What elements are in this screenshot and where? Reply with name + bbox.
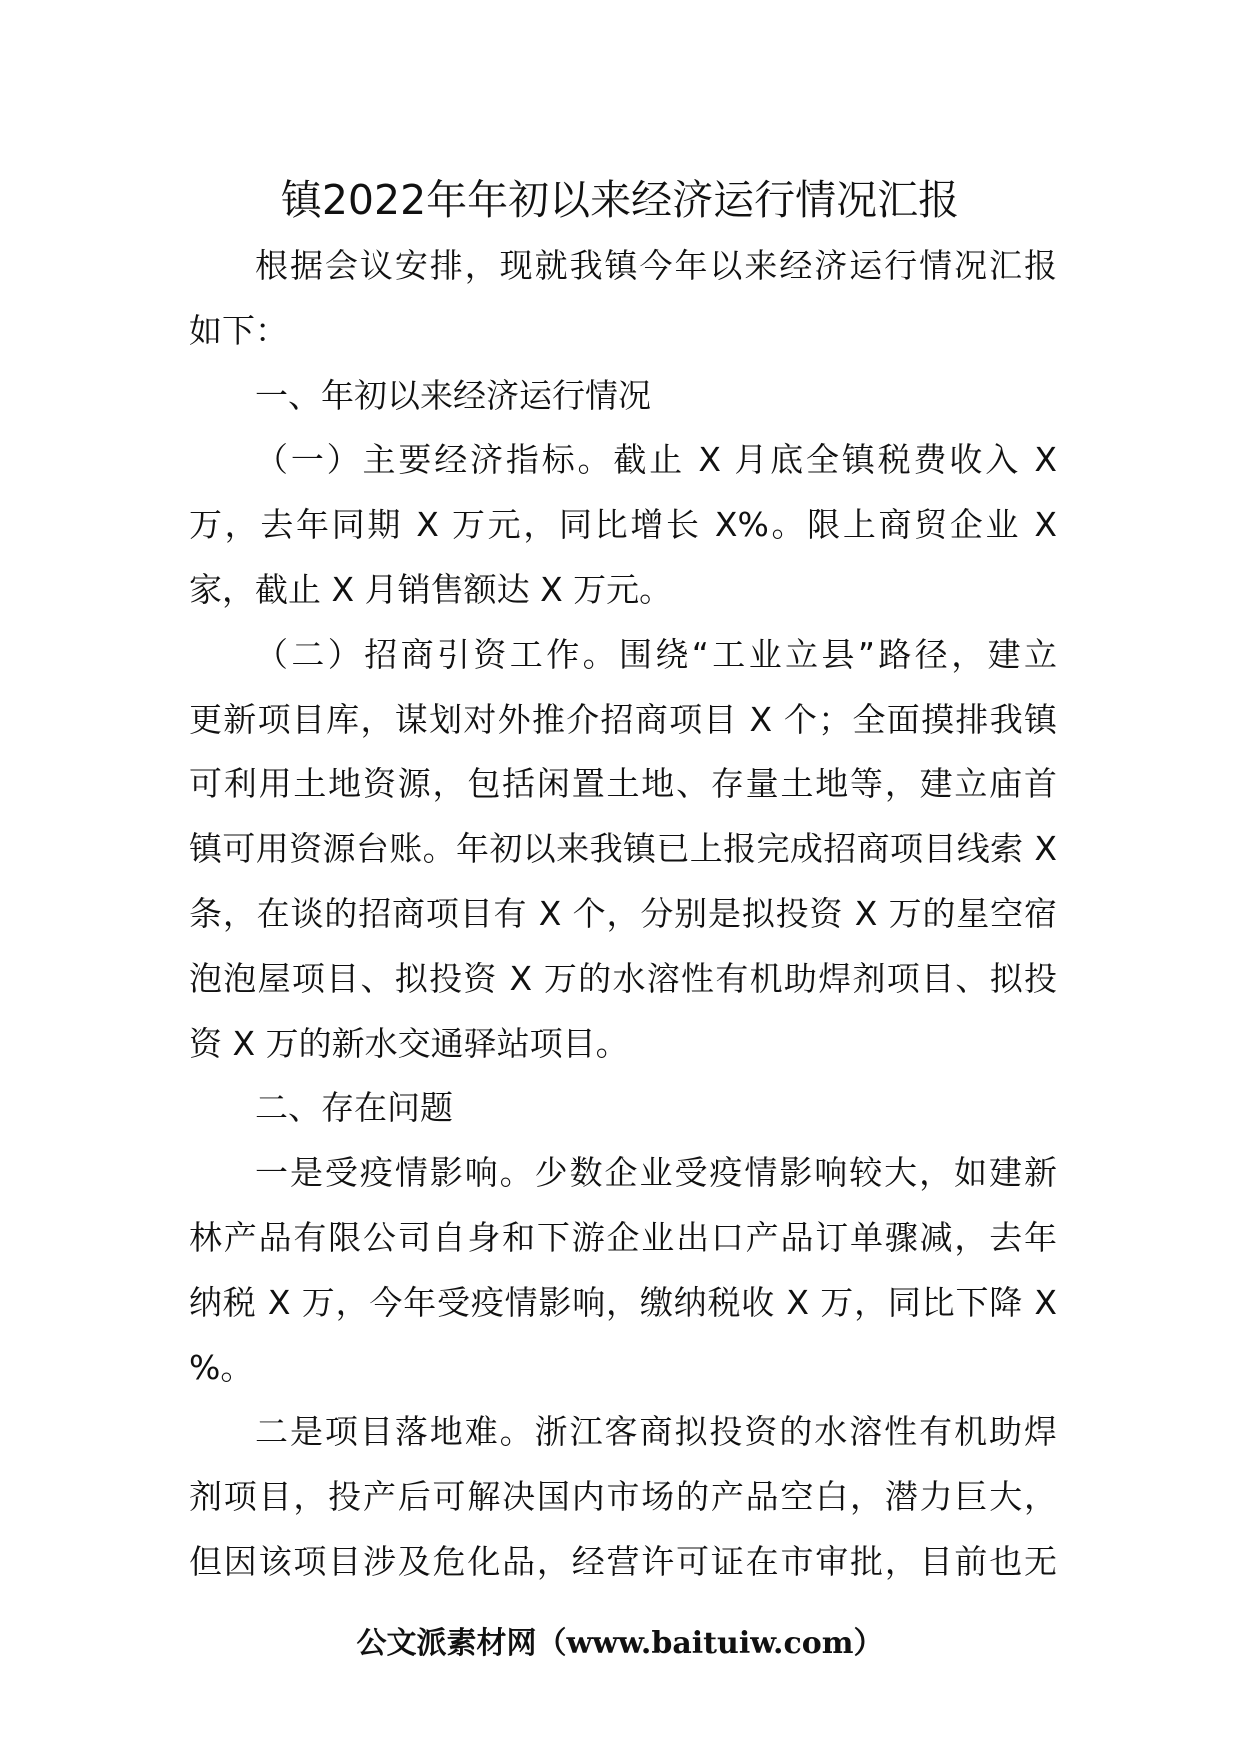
text-line: 镇可用资源台账。年初以来我镇已上报完成招商项目线索 X bbox=[189, 829, 1057, 869]
text-line: %。 bbox=[189, 1347, 254, 1387]
document-body bbox=[189, 234, 1057, 1595]
text-line: 可利用土地资源，包括闲置土地、存量土地等，建立庙首 bbox=[189, 764, 1057, 804]
text-line: （二）招商引资工作。围绕“工业立县”路径，建立 bbox=[255, 634, 1057, 674]
text-line: 二是项目落地难。浙江客商拟投资的水溶性有机助焊 bbox=[255, 1412, 1057, 1452]
document-title: 镇2022年年初以来经济运行情况汇报 bbox=[280, 176, 960, 224]
text-line: 一、年初以来经济运行情况 bbox=[255, 375, 651, 415]
text-line: 更新项目库，谋划对外推介招商项目 X 个；全面摸排我镇 bbox=[189, 699, 1057, 739]
text-line: 资 X 万的新水交通驿站项目。 bbox=[189, 1023, 629, 1063]
text-line: 家，截止 X 月销售额达 X 万元。 bbox=[189, 569, 673, 609]
text-line: 剂项目，投产后可解决国内市场的产品空白，潜力巨大， bbox=[189, 1477, 1057, 1517]
text-line: 一是受疫情影响。少数企业受疫情影响较大，如建新 bbox=[255, 1153, 1057, 1193]
footer-watermark: 公文派素材网（www.baituiw.com） bbox=[356, 1626, 884, 1661]
text-line: 泡泡屋项目、拟投资 X 万的水溶性有机助焊剂项目、拟投 bbox=[189, 958, 1057, 998]
text-line: 万，去年同期 X 万元，同比增长 X%。限上商贸企业 X bbox=[189, 505, 1057, 545]
text-line: 但因该项目涉及危化品，经营许可证在市审批，目前也无 bbox=[189, 1541, 1057, 1581]
text-line: （一）主要经济指标。截止 X 月底全镇税费收入 X bbox=[255, 440, 1057, 480]
text-line: 林产品有限公司自身和下游企业出口产品订单骤减，去年 bbox=[189, 1217, 1057, 1257]
text-line: 条，在谈的招商项目有 X 个，分别是拟投资 X 万的星空宿 bbox=[189, 893, 1057, 933]
text-line: 纳税 X 万，今年受疫情影响，缴纳税收 X 万，同比下降 X bbox=[189, 1282, 1057, 1322]
text-line: 根据会议安排，现就我镇今年以来经济运行情况汇报 bbox=[255, 246, 1057, 285]
text-line: 二、存在问题 bbox=[255, 1088, 453, 1128]
text-line: 如下： bbox=[189, 310, 288, 350]
